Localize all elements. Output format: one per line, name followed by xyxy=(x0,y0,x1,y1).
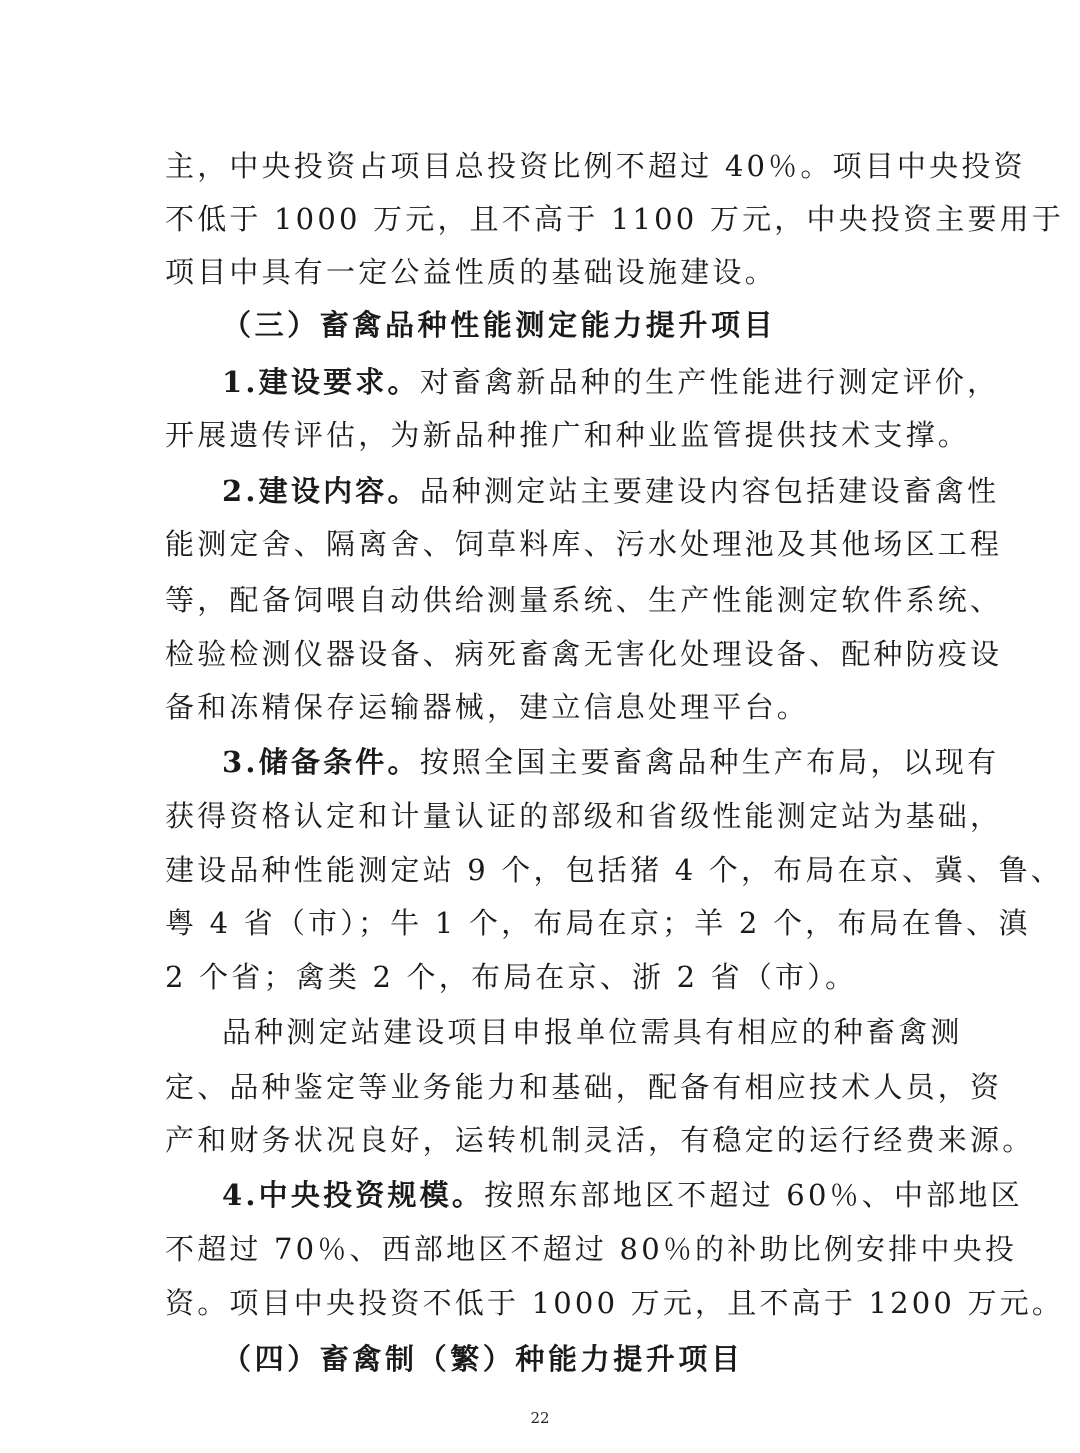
item-2-first-line xyxy=(222,467,1000,515)
paragraph-line: 主，中央投资占项目总投资比例不超过 40％。项目中央投资 xyxy=(165,149,1026,183)
item-2-text: 品种测定站主要建设内容包括建设畜禽性 xyxy=(419,474,1000,508)
item-4-first-line xyxy=(222,1171,1023,1219)
paragraph-line: 定、品种鉴定等业务能力和基础，配备有相应技术人员，资 xyxy=(165,1070,1003,1104)
paragraph-line: 等，配备饲喂自动供给测量系统、生产性能测定软件系统、 xyxy=(165,583,1003,617)
item-3-first-line xyxy=(222,738,1000,786)
item-4-label: 4.中央投资规模。 xyxy=(222,1178,485,1212)
paragraph-line: 资。项目中央投资不低于 1000 万元，且不高于 1200 万元。 xyxy=(165,1286,1065,1320)
paragraph-line: 2 个省；禽类 2 个，布局在京、浙 2 省（市）。 xyxy=(165,960,858,994)
paragraph-line: 产和财务状况良好，运转机制灵活，有稳定的运行经费来源。 xyxy=(165,1123,1035,1157)
item-1-first-line xyxy=(222,358,1000,406)
item-1-text: 对畜禽新品种的生产性能进行测定评价， xyxy=(419,365,1000,399)
section-heading-4: （四）畜禽制（繁）种能力提升项目 xyxy=(222,1342,744,1376)
item-2-label: 2.建设内容。 xyxy=(222,474,420,508)
item-1-label: 1.建设要求。 xyxy=(222,365,420,399)
paragraph-line: 不超过 70％、西部地区不超过 80％的补助比例安排中央投 xyxy=(165,1232,1018,1266)
section-heading-3: （三）畜禽品种性能测定能力提升项目 xyxy=(222,308,777,342)
paragraph-line: 检验检测仪器设备、病死畜禽无害化处理设备、配种防疫设 xyxy=(165,637,1003,671)
paragraph-line: 项目中具有一定公益性质的基础设施建设。 xyxy=(165,255,777,289)
paragraph-line: 开展遗传评估，为新品种推广和种业监管提供技术支撑。 xyxy=(165,418,971,452)
paragraph-line: 粤 4 省（市）；牛 1 个，布局在京；羊 2 个，布局在鲁、滇 xyxy=(165,906,1031,940)
paragraph-line: 品种测定站建设项目申报单位需具有相应的种畜禽测 xyxy=(222,1015,963,1049)
paragraph-line: 建设品种性能测定站 9 个，包括猪 4 个，布局在京、冀、鲁、 xyxy=(165,853,1063,887)
paragraph-line: 备和冻精保存运输器械，建立信息处理平台。 xyxy=(165,690,810,724)
page-number: 22 xyxy=(530,1409,550,1427)
item-3-label: 3.储备条件。 xyxy=(222,745,420,779)
paragraph-line: 能测定舍、隔离舍、饲草料库、污水处理池及其他场区工程 xyxy=(165,527,1003,561)
paragraph-line: 获得资格认定和计量认证的部级和省级性能测定站为基础， xyxy=(165,799,1003,833)
paragraph-line: 不低于 1000 万元，且不高于 1100 万元，中央投资主要用于 xyxy=(165,202,1065,236)
item-3-text: 按照全国主要畜禽品种生产布局，以现有 xyxy=(419,745,1000,779)
item-4-text: 按照东部地区不超过 60％、中部地区 xyxy=(484,1178,1023,1212)
